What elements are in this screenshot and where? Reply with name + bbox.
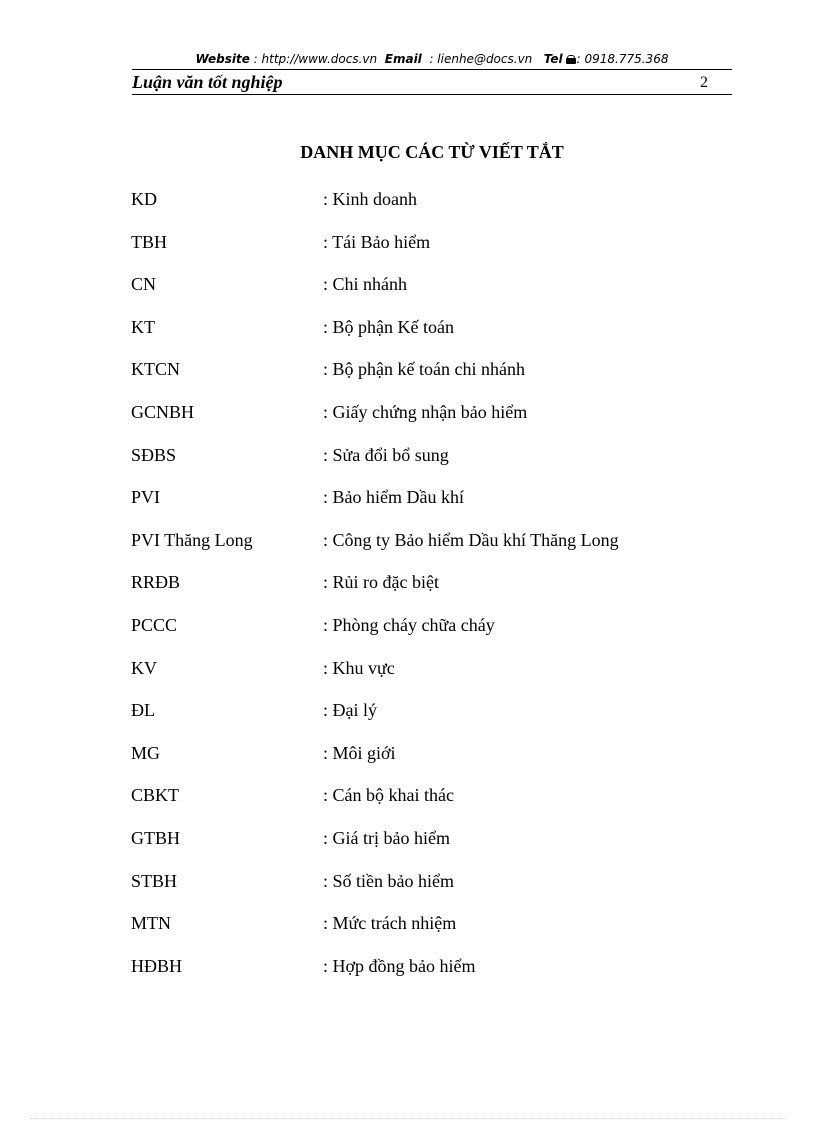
tel-value: : 0918.775.368: [576, 52, 669, 66]
abbreviation-definition: : Hợp đồng bảo hiểm: [323, 955, 476, 976]
abbreviation-definition: : Tái Bảo hiểm: [323, 231, 431, 252]
abbreviation-definition: : Công ty Bảo hiểm Dầu khí Thăng Long: [323, 529, 619, 550]
abbreviation-definition: : Giấy chứng nhận bảo hiểm: [323, 401, 528, 422]
abbreviation-definition: : Bộ phận Kế toán: [323, 316, 454, 337]
abbreviation-term: PVI: [131, 487, 161, 508]
abbreviation-row: [131, 186, 731, 229]
page-number: 2: [700, 74, 708, 91]
abbreviation-row: [131, 825, 731, 868]
header-contact-line: [132, 52, 732, 68]
tel-label: Tel: [543, 52, 563, 66]
abbreviation-term: KTCN: [131, 359, 180, 380]
abbreviation-row: [131, 697, 731, 740]
abbreviation-term: PVI Thăng Long: [131, 529, 253, 550]
abbreviation-row: [131, 655, 731, 698]
abbreviation-definition: : Chi nhánh: [323, 274, 407, 295]
abbreviation-row: [131, 612, 731, 655]
abbreviation-row: [131, 314, 731, 357]
email-value: : lienhe@docs.vn: [429, 52, 533, 66]
abbreviation-row: [131, 442, 731, 485]
abbreviation-definition: : Phòng cháy chữa cháy: [323, 614, 495, 635]
abbreviation-definition: : Sửa đổi bổ sung: [323, 444, 449, 465]
abbreviation-definition: : Mức trách nhiệm: [323, 913, 457, 934]
abbreviation-list: [131, 186, 731, 995]
page-heading: DANH MỤC CÁC TỪ VIẾT TẮT: [300, 142, 564, 162]
abbreviation-term: CBKT: [131, 785, 180, 806]
abbreviation-definition: : Khu vực: [323, 657, 395, 678]
abbreviation-term: SĐBS: [131, 444, 177, 465]
abbreviation-row: [131, 782, 731, 825]
abbreviation-row: [131, 356, 731, 399]
abbreviation-definition: : Bảo hiểm Dầu khí: [323, 487, 464, 508]
abbreviation-definition: : Môi giới: [323, 742, 396, 763]
abbreviation-term: MTN: [131, 913, 171, 934]
abbreviation-row: [131, 910, 731, 953]
abbreviation-term: HĐBH: [131, 955, 183, 976]
abbreviation-term: GCNBH: [131, 401, 195, 422]
abbreviation-term: MG: [131, 742, 161, 763]
abbreviation-definition: : Giá trị bảo hiểm: [323, 827, 450, 848]
header-top-rule: [132, 69, 732, 70]
abbreviation-term: KD: [131, 189, 157, 209]
abbreviation-definition: : Kinh doanh: [323, 189, 417, 209]
header-bottom-rule: [132, 94, 732, 95]
abbreviation-term: KV: [131, 657, 157, 678]
abbreviation-term: STBH: [131, 870, 178, 891]
abbreviation-row: [131, 569, 731, 612]
website-value: : http://www.docs.vn: [253, 52, 378, 66]
abbreviation-definition: : Đại lý: [323, 700, 377, 721]
abbreviation-row: [131, 484, 731, 527]
abbreviation-term: CN: [131, 274, 157, 295]
footer-divider: [30, 1118, 786, 1119]
abbreviation-row: [131, 527, 731, 570]
abbreviation-term: TBH: [131, 231, 167, 252]
abbreviation-term: GTBH: [131, 827, 180, 848]
abbreviation-term: KT: [131, 316, 155, 337]
abbreviation-definition: : Số tiền bảo hiểm: [323, 870, 454, 891]
website-label: Website: [195, 52, 250, 66]
abbreviation-definition: : Cán bộ khai thác: [323, 785, 454, 806]
phone-icon: [566, 55, 576, 64]
abbreviation-term: RRĐB: [131, 572, 181, 593]
email-label: Email: [384, 52, 422, 66]
document-title: Luận văn tốt nghiệp: [132, 72, 283, 92]
abbreviation-row: [131, 740, 731, 783]
abbreviation-row: [131, 953, 731, 996]
abbreviation-term: ĐL: [131, 700, 155, 721]
abbreviation-term: PCCC: [131, 614, 178, 635]
abbreviation-definition: : Rủi ro đặc biệt: [323, 572, 439, 593]
abbreviation-definition: : Bộ phận kế toán chi nhánh: [323, 359, 525, 380]
abbreviation-row: [131, 229, 731, 272]
abbreviation-row: [131, 271, 731, 314]
abbreviation-row: [131, 868, 731, 911]
abbreviation-row: [131, 399, 731, 442]
